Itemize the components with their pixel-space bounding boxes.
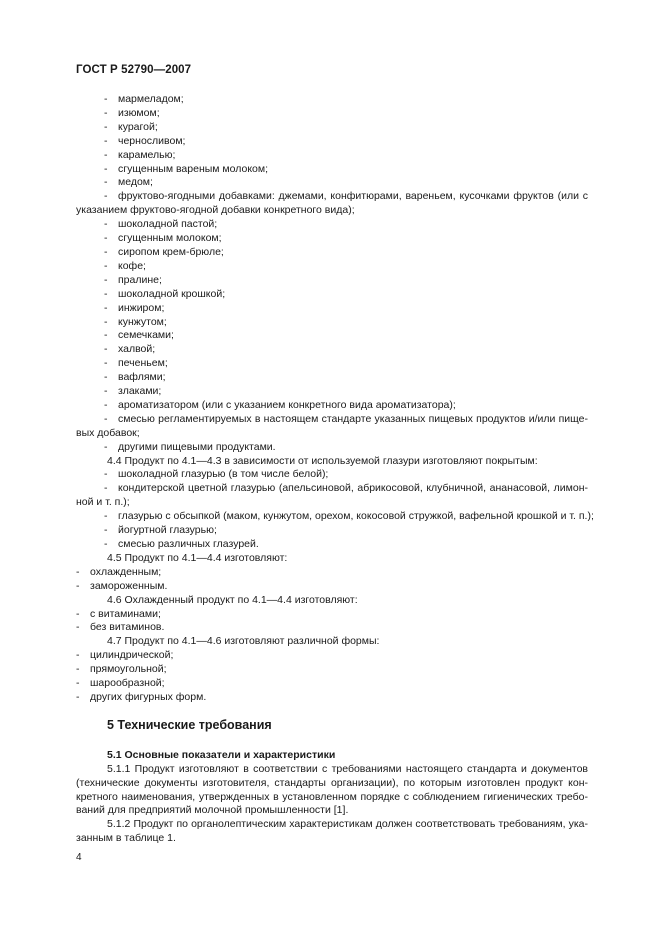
list-item-colored-glaze: - кондитерской цветной глазурью (апельсиновой, абрикосовой, клубничной, ананасовой, лимон- — [104, 482, 588, 495]
list-item: - сиропом крем-брюле; — [104, 245, 224, 258]
list-item: - печеньем; — [104, 357, 168, 370]
list-item: - медом; — [104, 176, 153, 189]
list-item: - глазурью с обсыпкой (маком, кунжутом, орехом, кокосовой стружкой, вафельной крошкой и т. п.); — [104, 510, 594, 523]
list-item: - карамелью; — [104, 148, 176, 161]
clause-4-6: 4.6 Охлажденный продукт по 4.1—4.4 изготовляют: — [107, 593, 358, 606]
list-item-fruit-cont: указанием фруктово-ягодной добавки конкретного вида); — [76, 204, 355, 217]
list-item: - шоколадной глазурью (в том числе белой); — [104, 468, 329, 481]
page-number: 4 — [76, 852, 82, 863]
list-item: - сгущенным молоком; — [104, 232, 222, 245]
clause-5-1-1-cont: ваний для предприятий молочной промышленности [1]. — [76, 804, 349, 817]
list-item: - злаками; — [104, 385, 162, 398]
clause-4-7: 4.7 Продукт по 4.1—4.6 изготовляют различной формы: — [107, 635, 380, 648]
list-item-mixture-cont: вых добавок; — [76, 426, 140, 439]
subsection-heading: 5.1 Основные показатели и характеристики — [107, 748, 336, 761]
list-item: - замороженным. — [76, 579, 168, 592]
list-item: - сгущенным вареным молоком; — [104, 162, 269, 175]
clause-4-5: 4.5 Продукт по 4.1—4.4 изготовляют: — [107, 551, 288, 564]
clause-5-1-1-cont: кретного наименования, утвержденных в установленном порядке с соблюдением гигиенических требо- — [76, 790, 588, 803]
list-item: - прямоугольной; — [76, 663, 167, 676]
list-item: - охлажденным; — [76, 565, 162, 578]
document-header: ГОСТ Р 52790—2007 — [76, 64, 192, 76]
clause-5-1-1-cont: (технические документы изготовителя, стандарты организации), по которым изготовлен продукт кон- — [76, 776, 588, 789]
list-item-mixture: - смесью регламентируемых в настоящем стандарте указанных пищевых продуктов и/или пище- — [104, 412, 588, 425]
section-heading: 5 Технические требования — [107, 717, 272, 732]
list-item: - кофе; — [104, 259, 146, 272]
clause-5-1-2: 5.1.2 Продукт по органолептическим характеристикам должен соответствовать требованиям, ука- — [107, 818, 588, 831]
list-item: - йогуртной глазурью; — [104, 524, 217, 537]
clause-5-1-2-cont: занным в таблице 1. — [76, 832, 176, 845]
document-body — [76, 93, 594, 846]
list-item: - халвой; — [104, 343, 156, 356]
list-item: - кунжутом; — [104, 315, 167, 328]
list-item: - шоколадной пастой; — [104, 218, 218, 231]
list-item: - изюмом; — [104, 106, 160, 119]
list-item: - шоколадной крошкой; — [104, 287, 226, 300]
list-item: - ароматизатором (или с указанием конкретного вида ароматизатора); — [104, 398, 456, 411]
list-item: - вафлями; — [104, 371, 166, 384]
list-item: - других фигурных форм. — [76, 690, 207, 703]
list-item-colored-glaze-cont: ной и т. п.); — [76, 496, 130, 509]
list-item: - шарообразной; — [76, 677, 165, 690]
list-item: - черносливом; — [104, 134, 186, 147]
list-item: - без витаминов. — [76, 621, 165, 634]
list-item-fruit: - фруктово-ягодными добавками: джемами, конфитюрами, вареньем, кусочками фруктов (или с — [104, 190, 588, 203]
list-item: - курагой; — [104, 120, 158, 133]
list-item: - пралине; — [104, 273, 162, 286]
list-item: - с витаминами; — [76, 607, 161, 620]
list-item: - мармеладом; — [104, 93, 184, 105]
list-item: - цилиндрической; — [76, 649, 174, 662]
clause-4-4: 4.4 Продукт по 4.1—4.3 в зависимости от используемой глазури изготовляют покрытым: — [107, 454, 538, 467]
clause-5-1-1: 5.1.1 Продукт изготовляют в соответствии с требованиями настоящего стандарта и документов — [107, 762, 588, 775]
list-item: - семечками; — [104, 329, 174, 342]
list-item: - смесью различных глазурей. — [104, 538, 259, 550]
list-item: - инжиром; — [104, 301, 165, 314]
list-item: - другими пищевыми продуктами. — [104, 440, 276, 453]
